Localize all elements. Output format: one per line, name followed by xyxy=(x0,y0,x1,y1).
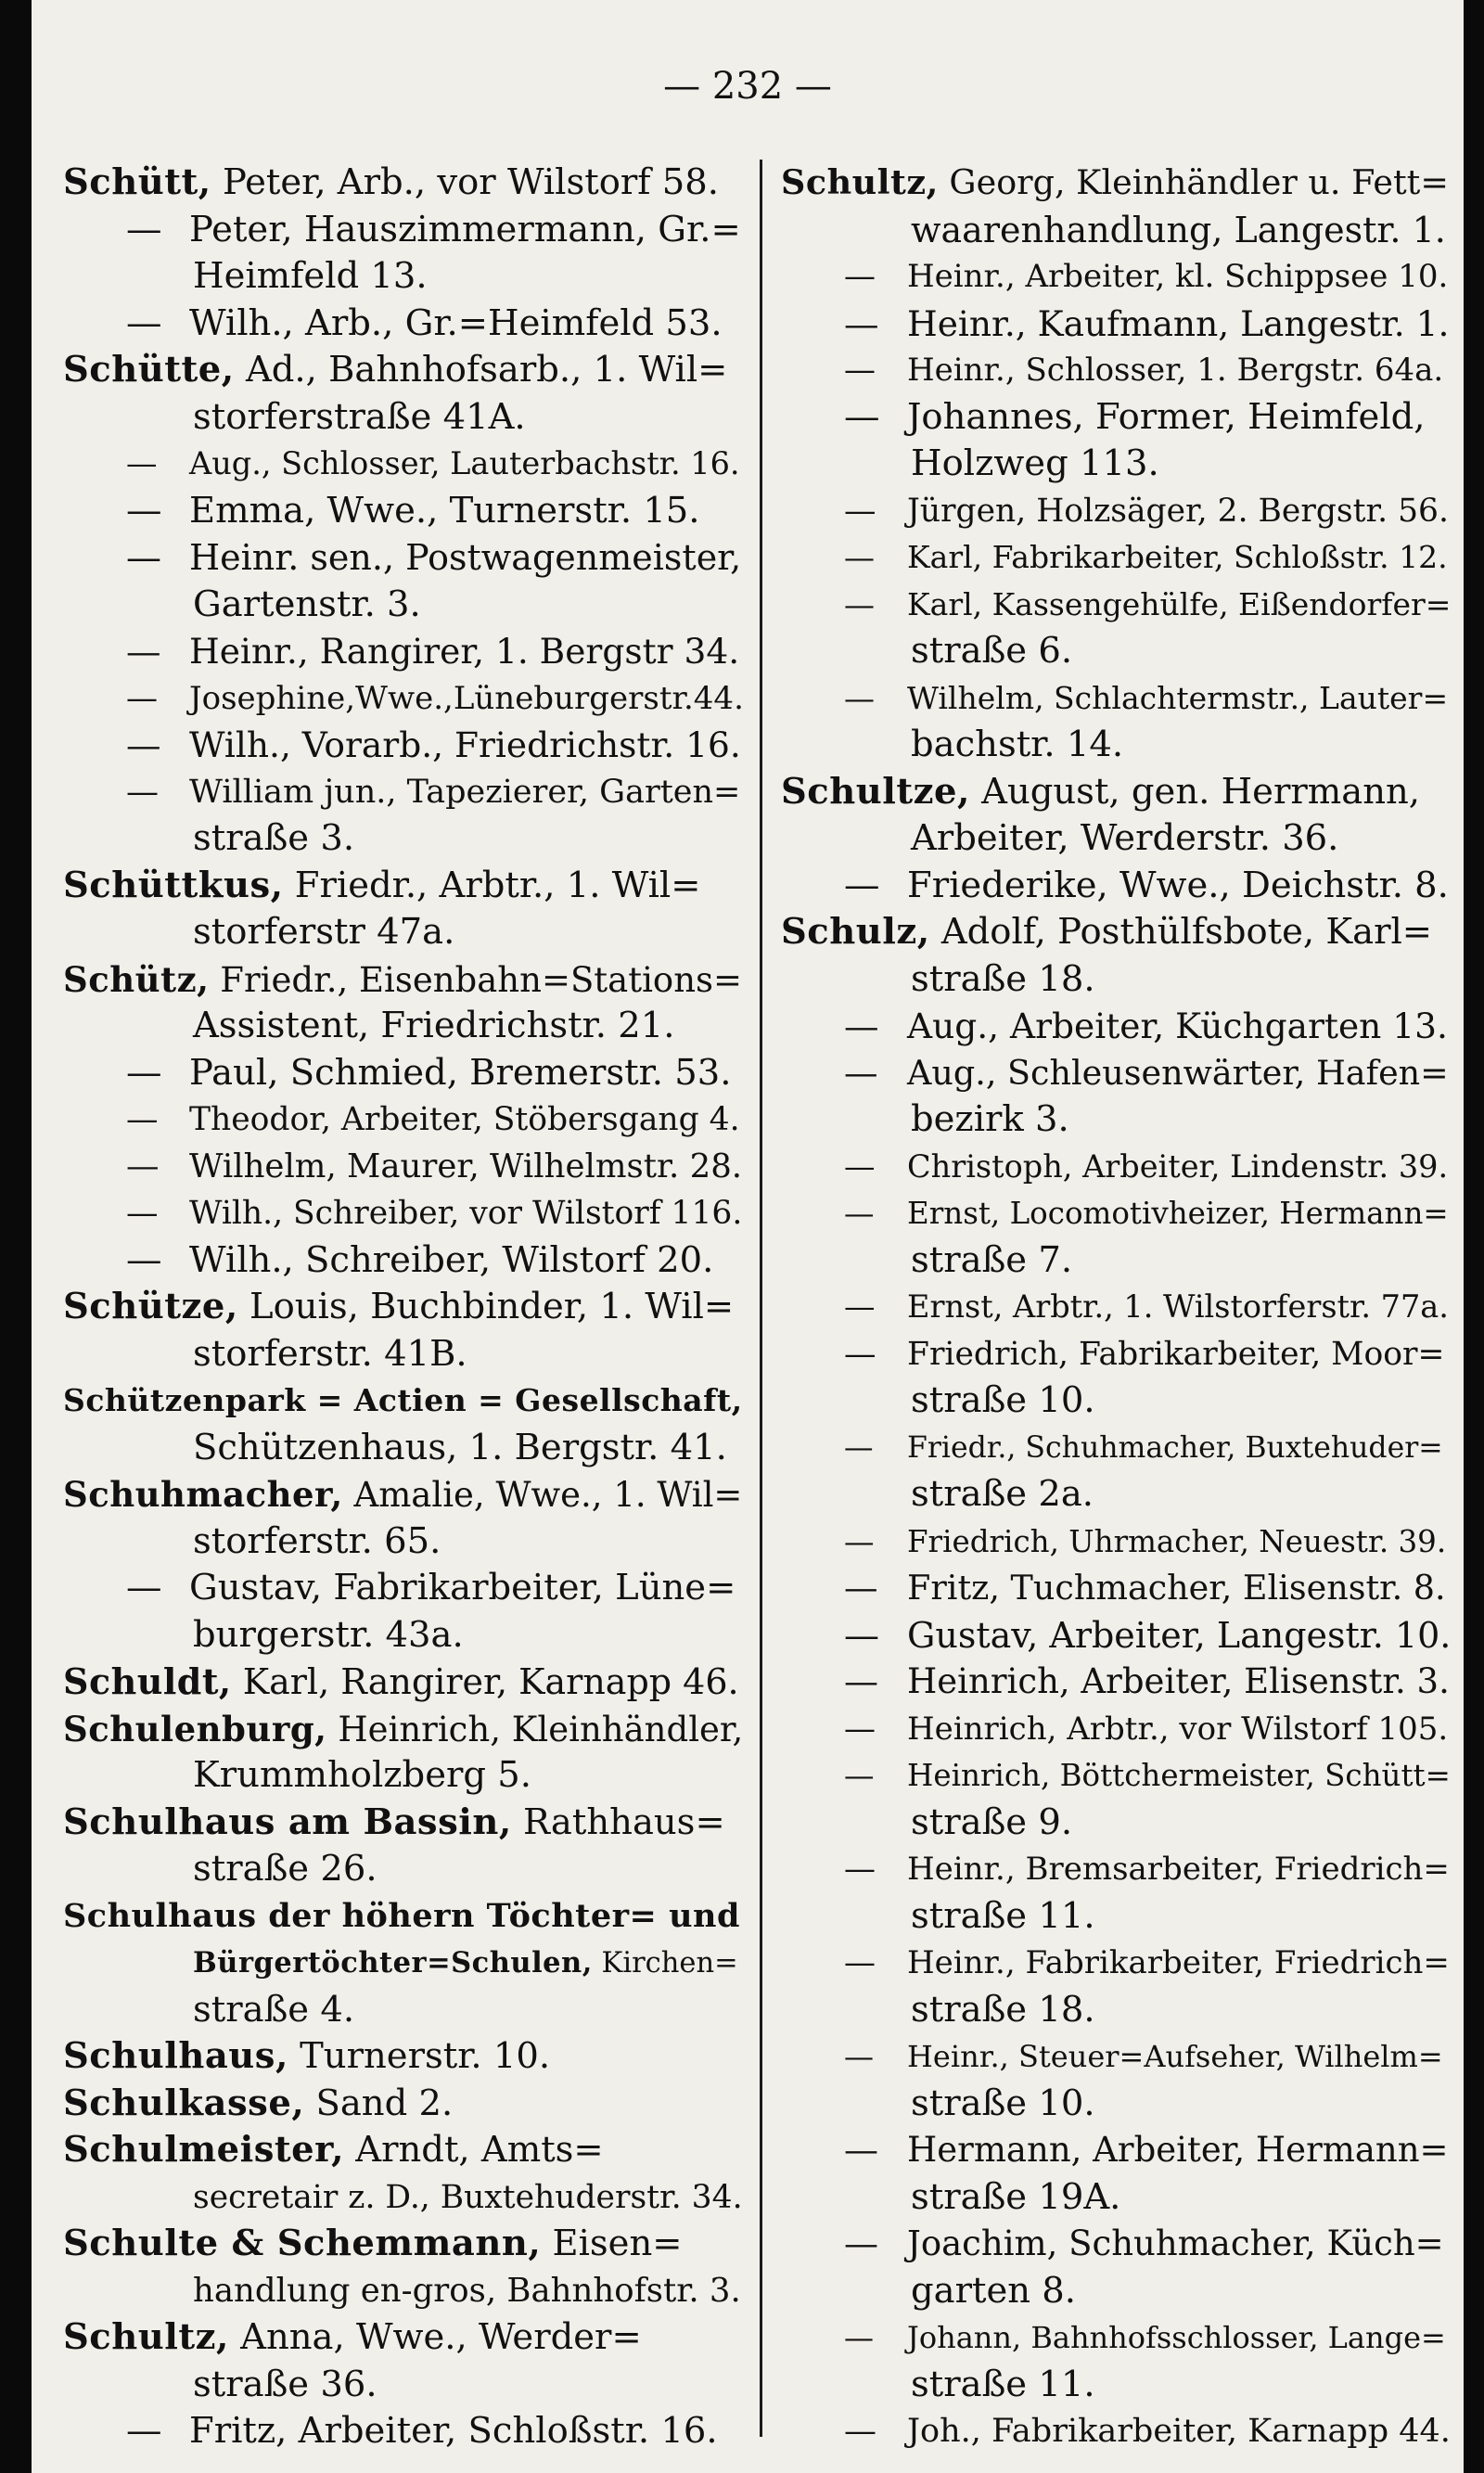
directory-line xyxy=(63,956,746,1004)
directory-line xyxy=(781,1893,1451,1941)
entry-text: Wilh., Arb., Gr.=Heimfeld 53. xyxy=(189,301,723,344)
directory-line xyxy=(63,1425,746,1472)
entry-surname: Schulenburg, xyxy=(63,1708,327,1749)
entry-continuation: storferstr 47a. xyxy=(193,911,455,953)
page-number: — 232 — xyxy=(663,65,832,108)
entry-continuation: straße 19A. xyxy=(911,2175,1121,2218)
directory-line xyxy=(63,1987,746,2034)
entry-text: Friedr., Schuhmacher, Buxtehuder= xyxy=(907,1430,1443,1465)
directory-line xyxy=(63,1190,746,1237)
directory-line xyxy=(63,394,746,442)
entry-text: Wilh., Schreiber, vor Wilstorf 116. xyxy=(189,1195,743,1232)
entry-continuation: waarenhandlung, Langestr. 1. xyxy=(911,209,1446,250)
ditto-dash: — xyxy=(844,1523,875,1559)
entry-text: Emma, Wwe., Turnerstr. 15. xyxy=(189,489,700,532)
ditto-dash: — xyxy=(844,1052,878,1093)
directory-line xyxy=(781,1471,1451,1518)
entry-text: Josephine,Wwe.,Lüneburgerstr.44. xyxy=(189,679,744,717)
ditto-dash: — xyxy=(126,2410,162,2452)
directory-line xyxy=(63,2221,746,2268)
entry-text: William jun., Tapezierer, Garten= xyxy=(189,773,741,811)
directory-line xyxy=(781,1190,1451,1237)
ditto-dash: — xyxy=(844,679,875,716)
ditto-dash: — xyxy=(126,1195,159,1232)
entry-surname: Schultz, xyxy=(781,162,939,202)
directory-line xyxy=(781,253,1451,301)
directory-line xyxy=(781,1284,1451,1331)
entry-text: Heinr., Bremsarbeiter, Friedrich= xyxy=(907,1851,1450,1888)
directory-line xyxy=(63,1565,746,1612)
entry-continuation: storferstr. 41B. xyxy=(193,1332,467,1375)
ditto-dash: — xyxy=(126,1238,162,1281)
directory-line xyxy=(63,1612,746,1659)
directory-line xyxy=(781,1940,1451,1987)
ditto-dash: — xyxy=(844,864,880,906)
ditto-dash: — xyxy=(844,1430,874,1465)
entry-text: Johannes, Former, Heimfeld, xyxy=(907,395,1426,438)
ditto-dash: — xyxy=(126,1101,159,1138)
entry-text: Ernst, Arbtr., 1. Wilstorferstr. 77a. xyxy=(907,1288,1449,1325)
directory-line xyxy=(781,582,1451,629)
directory-line xyxy=(63,1846,746,1893)
directory-line xyxy=(781,534,1451,582)
directory-line xyxy=(781,1612,1451,1659)
directory-line xyxy=(781,394,1451,442)
entry-continuation: straße 11. xyxy=(911,2363,1095,2405)
directory-line xyxy=(781,2127,1451,2174)
entry-text: Wilh., Vorarb., Friedrichstr. 16. xyxy=(189,724,741,765)
ditto-dash: — xyxy=(126,301,162,344)
ditto-dash: — xyxy=(126,208,162,250)
directory-line xyxy=(63,2362,746,2409)
directory-line xyxy=(63,1331,746,1378)
directory-line xyxy=(63,909,746,956)
entry-surname: Schütze, xyxy=(63,1286,238,1327)
entry-text: Peter, Hauszimmermann, Gr.= xyxy=(189,208,741,250)
directory-line xyxy=(781,1003,1451,1050)
directory-line xyxy=(781,160,1451,207)
directory-line xyxy=(63,1752,746,1800)
directory-line xyxy=(63,1050,746,1097)
entry-text: Friedrich, Uhrmacher, Neuestr. 39. xyxy=(907,1523,1447,1559)
entry-continuation: storferstr. 65. xyxy=(193,1519,441,1562)
entry-text: Wilhelm, Maurer, Wilhelmstr. 28. xyxy=(189,1147,743,1185)
ditto-dash: — xyxy=(844,1944,876,1981)
entry-text: Ad., Bahnhofsarb., 1. Wil= xyxy=(234,349,728,391)
directory-line xyxy=(63,301,746,348)
entry-continuation: Heimfeld 13. xyxy=(193,255,428,297)
entry-surname: Schultz, xyxy=(63,2316,229,2358)
directory-line xyxy=(63,628,746,675)
ditto-dash: — xyxy=(844,352,876,389)
entry-text: Heinr., Arbeiter, kl. Schippsee 10. xyxy=(907,258,1449,295)
entry-text: Christoph, Arbeiter, Lindenstr. 39. xyxy=(907,1147,1449,1185)
directory-line xyxy=(781,1331,1451,1378)
directory-line xyxy=(63,441,746,488)
directory-line xyxy=(781,1425,1451,1472)
directory-line xyxy=(781,1144,1451,1191)
entry-continuation: straße 26. xyxy=(193,1848,377,1890)
directory-line xyxy=(781,1706,1451,1753)
directory-line xyxy=(781,863,1451,910)
directory-line xyxy=(63,1144,746,1191)
ditto-dash: — xyxy=(844,1758,875,1793)
ditto-dash: — xyxy=(126,1147,160,1185)
directory-line xyxy=(781,2033,1451,2081)
directory-line xyxy=(781,1800,1451,1847)
entry-surname: Schulhaus, xyxy=(63,2035,288,2077)
entry-continuation: straße 4. xyxy=(193,1988,355,2031)
entry-text: Friedrich, Fabrikarbeiter, Moor= xyxy=(907,1335,1445,1373)
entry-text: Karl, Rangirer, Karnapp 46. xyxy=(231,1661,739,1702)
entry-text: Heinrich, Arbeiter, Elisenstr. 3. xyxy=(907,1661,1450,1701)
directory-line xyxy=(63,2174,746,2222)
entry-surname: Schulkasse, xyxy=(63,2082,305,2124)
directory-line xyxy=(63,815,746,863)
entry-surname: Schulte & Schemmann, xyxy=(63,2223,542,2264)
entry-text: Johann, Bahnhofsschlosser, Lange= xyxy=(907,2320,1446,2355)
entry-text: Arndt, Amts= xyxy=(344,2129,604,2171)
ditto-dash: — xyxy=(844,1335,876,1373)
entry-continuation: straße 18. xyxy=(911,957,1095,1000)
ditto-dash: — xyxy=(844,1568,878,1608)
directory-line xyxy=(63,863,746,910)
ditto-dash: — xyxy=(844,302,879,344)
directory-line xyxy=(781,722,1451,769)
directory-line xyxy=(781,1096,1451,1144)
ditto-dash: — xyxy=(126,773,159,811)
directory-line xyxy=(781,301,1451,348)
directory-line xyxy=(781,347,1451,394)
entry-text: Amalie, Wwe., 1. Wil= xyxy=(342,1475,743,1515)
ditto-dash: — xyxy=(844,2130,878,2170)
entry-text: Anna, Wwe., Werder= xyxy=(228,2316,642,2358)
ditto-dash: — xyxy=(844,2320,874,2355)
ditto-dash: — xyxy=(844,258,876,295)
directory-line xyxy=(63,1800,746,1847)
directory-line xyxy=(781,2174,1451,2222)
left-column xyxy=(63,160,746,2455)
directory-line xyxy=(781,1377,1451,1425)
entry-continuation: bezirk 3. xyxy=(911,1098,1069,1140)
directory-line xyxy=(63,675,746,723)
entry-continuation: garten 8. xyxy=(911,2269,1077,2312)
entry-continuation: straße 18. xyxy=(911,1988,1095,2031)
ditto-dash: — xyxy=(126,537,161,578)
directory-line xyxy=(63,2314,746,2362)
entry-surname: Bürgertöchter=Schulen, xyxy=(193,1946,593,1980)
ditto-dash: — xyxy=(844,1196,875,1231)
ditto-dash: — xyxy=(844,1147,876,1185)
directory-line xyxy=(781,1565,1451,1612)
entry-text: Joachim, Schuhmacher, Küch= xyxy=(907,2223,1444,2263)
directory-line xyxy=(781,815,1451,863)
column-divider xyxy=(760,160,762,2437)
directory-line xyxy=(781,909,1451,956)
ditto-dash: — xyxy=(844,1661,878,1701)
directory-line xyxy=(781,2408,1451,2455)
entry-continuation: Holzweg 113. xyxy=(911,442,1159,484)
entry-text: Gustav, Arbeiter, Langestr. 10. xyxy=(907,1614,1451,1656)
directory-line xyxy=(781,769,1451,816)
entry-text: Theodor, Arbeiter, Stöbersgang 4. xyxy=(189,1101,740,1138)
ditto-dash: — xyxy=(844,2039,874,2074)
directory-line xyxy=(781,2314,1451,2362)
entry-continuation: straße 3. xyxy=(193,817,355,859)
entry-surname: Schuhmacher, xyxy=(63,1474,343,1515)
directory-line xyxy=(63,2081,746,2128)
entry-text: Fritz, Arbeiter, Schloßstr. 16. xyxy=(189,2410,718,2452)
directory-line xyxy=(63,1893,746,1941)
directory-line xyxy=(63,2408,746,2455)
ditto-dash: — xyxy=(126,445,158,481)
directory-line xyxy=(63,347,746,394)
entry-text: Heinrich, Kleinhändler, xyxy=(326,1709,744,1749)
directory-line xyxy=(781,207,1451,254)
entry-text: Heinr. sen., Postwagenmeister, xyxy=(189,537,742,578)
entry-surname: Schütz, xyxy=(63,958,210,1000)
entry-surname: Schütte, xyxy=(63,349,235,391)
ditto-dash: — xyxy=(844,585,875,622)
directory-line xyxy=(781,675,1451,723)
ditto-dash: — xyxy=(844,539,875,575)
entry-continuation: straße 10. xyxy=(911,2082,1095,2124)
ditto-dash: — xyxy=(844,1710,876,1748)
entry-surname: Schulmeister, xyxy=(63,2129,345,2171)
entry-text: Rathhaus= xyxy=(511,1800,725,1843)
directory-line xyxy=(63,207,746,254)
directory-line xyxy=(63,534,746,582)
directory-line xyxy=(63,1003,746,1050)
entry-continuation: straße 6. xyxy=(911,630,1073,672)
directory-line xyxy=(63,1237,746,1285)
entry-text: Karl, Fabrikarbeiter, Schloßstr. 12. xyxy=(907,539,1448,575)
entry-text: Adolf, Posthülfsbote, Karl= xyxy=(929,911,1433,953)
entry-continuation: straße 36. xyxy=(193,2363,377,2405)
entry-surname: Schultze, xyxy=(781,770,970,813)
entry-text: Paul, Schmied, Bremerstr. 53. xyxy=(189,1051,732,1094)
entry-continuation: straße 11. xyxy=(911,1894,1095,1937)
entry-text: Friedr., Arbtr., 1. Wil= xyxy=(283,864,701,906)
directory-line xyxy=(63,1518,746,1566)
entry-continuation: Assistent, Friedrichstr. 21. xyxy=(193,1005,675,1046)
directory-line xyxy=(781,1050,1451,1097)
entry-surname: Schulhaus am Bassin, xyxy=(63,1800,512,1843)
entry-surname: Schüttkus, xyxy=(63,864,284,906)
directory-line xyxy=(781,2268,1451,2315)
directory-line xyxy=(781,2221,1451,2268)
entry-text: Heinrich, Böttchermeister, Schütt= xyxy=(907,1758,1451,1793)
entry-continuation: straße 10. xyxy=(911,1379,1095,1421)
entry-text: Heinr., Kaufmann, Langestr. 1. xyxy=(907,302,1450,344)
entry-text: Eisen= xyxy=(541,2223,683,2264)
directory-line xyxy=(63,1377,746,1425)
entry-text: Georg, Kleinhändler u. Fett= xyxy=(938,162,1449,202)
entry-text: Heinr., Fabrikarbeiter, Friedrich= xyxy=(907,1944,1450,1981)
ditto-dash: — xyxy=(844,1614,879,1656)
directory-line xyxy=(63,253,746,301)
entry-surname: Schulz, xyxy=(781,911,930,953)
entry-surname: Schulhaus der höhern Töchter= und xyxy=(63,1896,740,1935)
directory-line xyxy=(781,1987,1451,2034)
entry-continuation: straße 2a. xyxy=(911,1473,1094,1515)
entry-text: Joh., Fabrikarbeiter, Karnapp 44. xyxy=(907,2413,1451,2450)
entry-text: August, gen. Herrmann, xyxy=(969,770,1421,813)
directory-line xyxy=(63,769,746,816)
ditto-dash: — xyxy=(126,489,162,532)
ditto-dash: — xyxy=(126,679,158,717)
entry-text: Wilh., Schreiber, Wilstorf 20. xyxy=(189,1238,714,1281)
ditto-dash: — xyxy=(126,1567,162,1608)
ditto-dash: — xyxy=(126,1051,162,1094)
directory-line xyxy=(781,956,1451,1004)
entry-text: Heinrich, Arbtr., vor Wilstorf 105. xyxy=(907,1710,1449,1748)
directory-line xyxy=(63,2268,746,2315)
ditto-dash: — xyxy=(844,1288,876,1325)
ditto-dash: — xyxy=(844,395,880,438)
entry-text: Heinr., Rangirer, 1. Bergstr 34. xyxy=(189,631,740,672)
directory-line xyxy=(781,1752,1451,1800)
entry-text: Fritz, Tuchmacher, Elisenstr. 8. xyxy=(907,1568,1446,1608)
directory-line xyxy=(63,1096,746,1144)
ditto-dash: — xyxy=(844,492,876,530)
directory-line xyxy=(63,1284,746,1331)
directory-line xyxy=(781,488,1451,535)
entry-text: Heinr., Schlosser, 1. Bergstr. 64a. xyxy=(907,352,1444,389)
entry-text: Kirchen= xyxy=(592,1947,738,1980)
entry-text: Karl, Kassengehülfe, Eißendorfer= xyxy=(907,585,1451,622)
directory-line xyxy=(63,1471,746,1518)
entry-text: Aug., Arbeiter, Küchgarten 13. xyxy=(907,1006,1448,1046)
ditto-dash: — xyxy=(844,1006,879,1046)
entry-continuation: secretair z. D., Buxtehuderstr. 34. xyxy=(193,2178,743,2216)
entry-continuation: bachstr. 14. xyxy=(911,724,1124,765)
entry-text: Jürgen, Holzsäger, 2. Bergstr. 56. xyxy=(907,492,1449,530)
directory-line xyxy=(63,722,746,769)
directory-line xyxy=(781,1518,1451,1566)
entry-continuation: straße 7. xyxy=(911,1238,1073,1281)
ditto-dash: — xyxy=(844,2223,878,2263)
ditto-dash: — xyxy=(126,631,161,672)
directory-line xyxy=(781,2081,1451,2128)
directory-line xyxy=(781,441,1451,488)
directory-line xyxy=(781,1659,1451,1706)
entry-continuation: Gartenstr. 3. xyxy=(193,583,421,625)
entry-text: Friederike, Wwe., Deichstr. 8. xyxy=(907,864,1449,906)
right-column xyxy=(781,160,1451,2455)
entry-text: Aug., Schleusenwärter, Hafen= xyxy=(907,1052,1449,1093)
entry-text: Sand 2. xyxy=(304,2082,454,2124)
entry-text: Aug., Schlosser, Lauterbachstr. 16. xyxy=(189,445,740,481)
directory-line xyxy=(63,1706,746,1753)
entry-surname: Schützenpark = Actien = Gesellschaft, xyxy=(63,1382,743,1418)
entry-text: Peter, Arb., vor Wilstorf 58. xyxy=(211,161,719,203)
entry-continuation: handlung en-gros, Bahnhofstr. 3. xyxy=(193,2271,741,2310)
entry-surname: Schuldt, xyxy=(63,1660,232,1702)
ditto-dash: — xyxy=(126,724,161,765)
directory-line xyxy=(781,1237,1451,1285)
entry-text: Wilhelm, Schlachtermstr., Lauter= xyxy=(907,679,1449,716)
directory-line xyxy=(63,1659,746,1706)
directory-line xyxy=(63,2033,746,2081)
entry-text: Louis, Buchbinder, 1. Wil= xyxy=(237,1286,735,1327)
directory-line xyxy=(63,488,746,535)
entry-text: Friedr., Eisenbahn=Stations= xyxy=(209,959,743,1000)
ditto-dash: — xyxy=(844,2413,876,2450)
entry-continuation: storferstraße 41A. xyxy=(193,395,526,438)
directory-line xyxy=(63,1940,746,1987)
ditto-dash: — xyxy=(844,1851,876,1888)
directory-line xyxy=(63,2127,746,2174)
directory-line xyxy=(781,2362,1451,2409)
directory-line xyxy=(781,628,1451,675)
directory-line xyxy=(781,1846,1451,1893)
entry-text: Heinr., Steuer=Aufseher, Wilhelm= xyxy=(907,2039,1443,2074)
directory-line xyxy=(63,582,746,629)
entry-surname: Schütt, xyxy=(63,161,211,203)
directory-line xyxy=(63,160,746,207)
entry-continuation: Schützenhaus, 1. Bergstr. 41. xyxy=(193,1426,727,1468)
entry-text: Gustav, Fabrikarbeiter, Lüne= xyxy=(189,1567,736,1608)
entry-continuation: burgerstr. 43a. xyxy=(193,1613,464,1656)
entry-continuation: Arbeiter, Werderstr. 36. xyxy=(911,817,1339,859)
entry-text: Hermann, Arbeiter, Hermann= xyxy=(907,2130,1449,2170)
entry-text: Turnerstr. 10. xyxy=(288,2035,551,2077)
entry-text: Ernst, Locomotivheizer, Hermann= xyxy=(907,1196,1449,1231)
entry-continuation: straße 9. xyxy=(911,1800,1073,1843)
entry-continuation: Krummholzberg 5. xyxy=(193,1754,531,1796)
